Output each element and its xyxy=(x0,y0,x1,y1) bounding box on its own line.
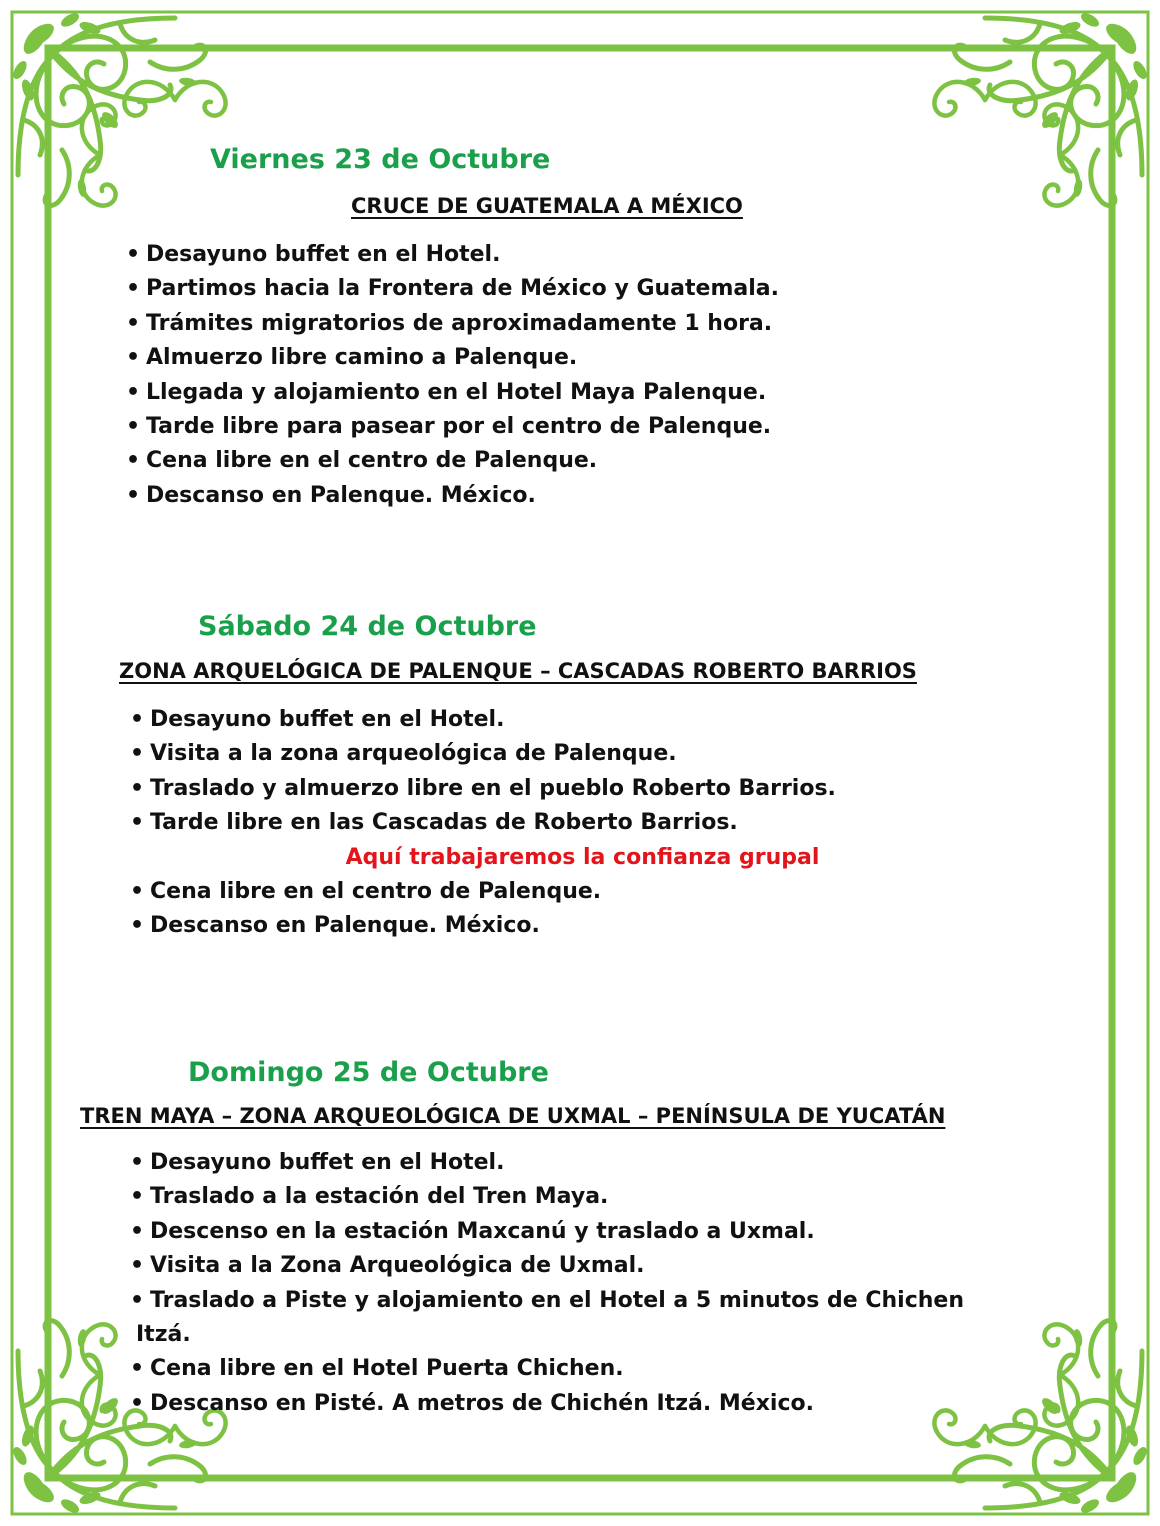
day-heading: Viernes 23 de Octubre xyxy=(210,144,551,175)
list-item: • Tarde libre para pasear por el centro de Palenque. xyxy=(126,413,772,439)
list-item: • Visita a la Zona Arqueológica de Uxmal. xyxy=(130,1253,645,1279)
activity-list xyxy=(130,1146,964,1421)
day-subtitle: TREN MAYA – ZONA ARQUEOLÓGICA DE UXMAL – PENÍNSULA DE YUCATÁN xyxy=(80,1104,946,1128)
list-item: • Traslado a la estación del Tren Maya. xyxy=(130,1184,609,1210)
list-item: • Llegada y alojamiento en el Hotel Maya Palenque. xyxy=(126,379,767,405)
list-item: • Descanso en Palenque. México. xyxy=(126,482,536,508)
list-item: • Cena libre en el Hotel Puerta Chichen. xyxy=(130,1356,624,1382)
list-item: • Traslado y almuerzo libre en el pueblo Roberto Barrios. xyxy=(130,775,836,801)
list-item: • Trámites migratorios de aproximadamente 1 hora. xyxy=(126,310,773,336)
list-item: • Partimos hacia la Frontera de México y Guatemala. xyxy=(126,276,779,302)
day-subtitle: ZONA ARQUELÓGICA DE PALENQUE – CASCADAS ROBERTO BARRIOS xyxy=(119,659,917,683)
list-item: • Visita a la zona arqueológica de Palenque. xyxy=(130,741,677,767)
list-item: • Desayuno buffet en el Hotel. xyxy=(130,1150,505,1175)
list-item: • Descanso en Pisté. A metros de Chichén Itzá. México. xyxy=(130,1390,814,1416)
highlight-note: Aquí trabajaremos la confianza grupal xyxy=(345,844,820,870)
list-item: • Descanso en Palenque. México. xyxy=(130,913,540,939)
list-item: • Cena libre en el centro de Palenque. xyxy=(126,448,598,474)
list-item: • Cena libre en el centro de Palenque. xyxy=(130,878,602,904)
list-item: • Desayuno buffet en el Hotel. xyxy=(126,242,501,267)
day-heading: Domingo 25 de Octubre xyxy=(188,1057,549,1088)
activity-list xyxy=(126,238,779,513)
day-heading: Sábado 24 de Octubre xyxy=(198,611,537,642)
list-item: • Traslado a Piste y alojamiento en el Hotel a 5 minutos de Chichen xyxy=(130,1287,965,1313)
list-item: • Desayuno buffet en el Hotel. xyxy=(130,707,505,732)
list-item-continuation: Itzá. xyxy=(136,1321,191,1347)
list-item: • Almuerzo libre camino a Palenque. xyxy=(126,345,578,371)
day-subtitle: CRUCE DE GUATEMALA A MÉXICO xyxy=(351,194,743,218)
list-item: • Tarde libre en las Cascadas de Roberto Barrios. xyxy=(130,810,738,836)
activity-list xyxy=(130,703,1035,944)
list-item: • Descenso en la estación Maxcanú y traslado a Uxmal. xyxy=(130,1218,815,1244)
